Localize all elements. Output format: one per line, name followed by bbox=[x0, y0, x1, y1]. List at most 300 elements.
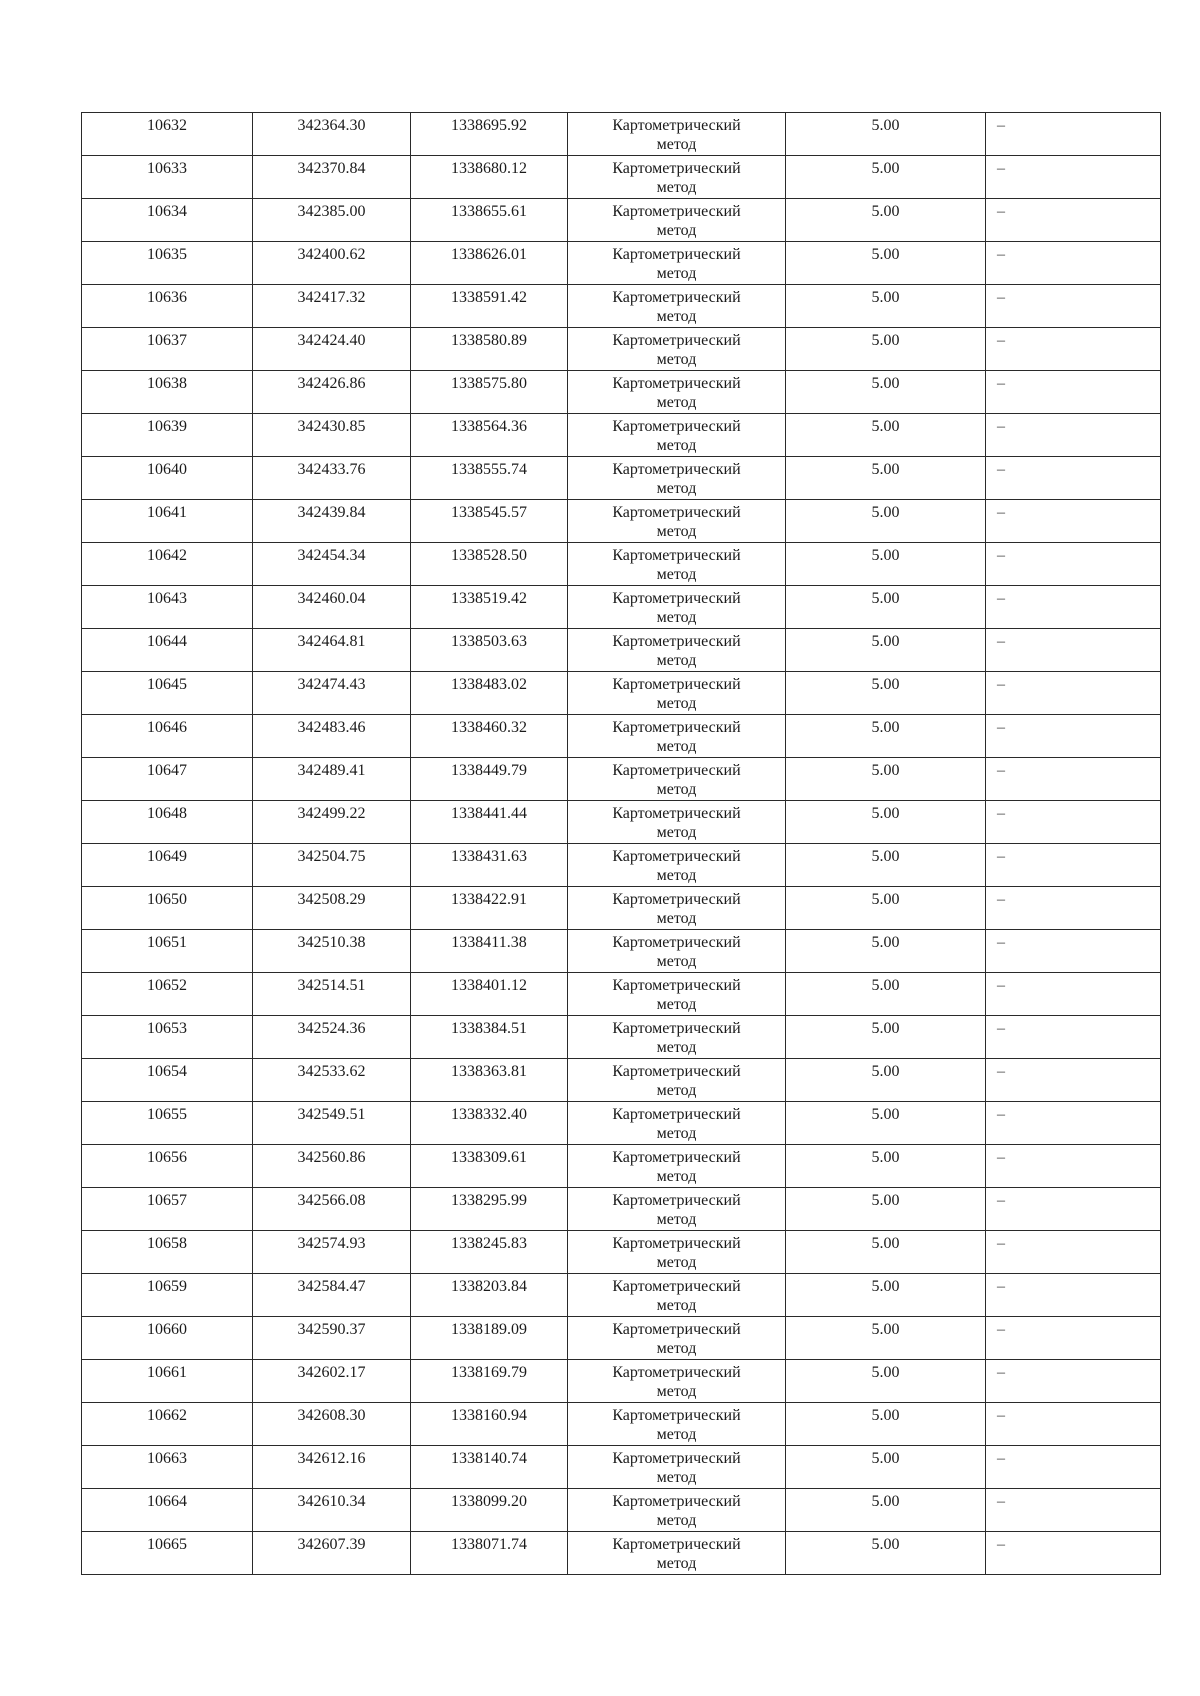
table-row bbox=[82, 199, 1161, 242]
method-text bbox=[568, 672, 785, 713]
method-cell bbox=[568, 1145, 786, 1188]
table-row bbox=[82, 328, 1161, 371]
y-coordinate-cell bbox=[411, 1059, 568, 1102]
y-coordinate-cell bbox=[411, 887, 568, 930]
y-coordinate: 1338680.12 bbox=[451, 160, 527, 177]
accuracy-cell bbox=[786, 457, 986, 500]
point-number-cell bbox=[82, 113, 253, 156]
x-coordinate-cell bbox=[253, 1446, 411, 1489]
method-cell bbox=[568, 113, 786, 156]
note-dash: – bbox=[997, 1020, 1005, 1037]
note-dash: – bbox=[997, 203, 1005, 220]
x-coordinate: 342364.30 bbox=[297, 117, 366, 134]
x-coordinate-cell bbox=[253, 1317, 411, 1360]
y-coordinate: 1338591.42 bbox=[451, 289, 527, 306]
y-coordinate: 1338160.94 bbox=[451, 1407, 527, 1424]
x-coordinate: 342430.85 bbox=[297, 418, 366, 435]
method-line-2: метод bbox=[656, 1426, 697, 1443]
y-coordinate-cell bbox=[411, 1446, 568, 1489]
x-coordinate-cell bbox=[253, 801, 411, 844]
point-number: 10649 bbox=[147, 848, 187, 865]
note-cell bbox=[986, 1188, 1161, 1231]
y-coordinate-cell bbox=[411, 672, 568, 715]
note-cell bbox=[986, 1446, 1161, 1489]
note-dash: – bbox=[997, 117, 1005, 134]
note-dash: – bbox=[997, 1536, 1005, 1553]
method-line-2: метод bbox=[656, 1082, 697, 1099]
table-row bbox=[82, 801, 1161, 844]
method-text bbox=[568, 1016, 785, 1057]
table-row bbox=[82, 113, 1161, 156]
note-dash: – bbox=[997, 1364, 1005, 1381]
x-coordinate: 342474.43 bbox=[297, 676, 366, 693]
table-row bbox=[82, 586, 1161, 629]
accuracy-value: 5.00 bbox=[871, 1192, 900, 1209]
y-coordinate-cell bbox=[411, 758, 568, 801]
table-row bbox=[82, 1188, 1161, 1231]
method-text bbox=[568, 586, 785, 627]
accuracy-value: 5.00 bbox=[871, 1278, 900, 1295]
point-number-cell bbox=[82, 1059, 253, 1102]
table-row bbox=[82, 629, 1161, 672]
method-line-1: Картометрический bbox=[612, 332, 741, 349]
point-number: 10660 bbox=[147, 1321, 187, 1338]
note-dash: – bbox=[997, 977, 1005, 994]
accuracy-cell bbox=[786, 1403, 986, 1446]
method-line-2: метод bbox=[656, 1039, 697, 1056]
method-line-1: Картометрический bbox=[612, 590, 741, 607]
point-number-cell bbox=[82, 543, 253, 586]
x-coordinate-cell bbox=[253, 758, 411, 801]
point-number-cell bbox=[82, 371, 253, 414]
accuracy-value: 5.00 bbox=[871, 1020, 900, 1037]
point-number: 10663 bbox=[147, 1450, 187, 1467]
y-coordinate: 1338422.91 bbox=[451, 891, 527, 908]
accuracy-cell bbox=[786, 414, 986, 457]
table-row bbox=[82, 1274, 1161, 1317]
point-number-cell bbox=[82, 328, 253, 371]
note-cell bbox=[986, 543, 1161, 586]
y-coordinate: 1338503.63 bbox=[451, 633, 527, 650]
x-coordinate: 342549.51 bbox=[297, 1106, 366, 1123]
method-line-1: Картометрический bbox=[612, 891, 741, 908]
accuracy-cell bbox=[786, 844, 986, 887]
x-coordinate: 342602.17 bbox=[297, 1364, 366, 1381]
method-line-1: Картометрический bbox=[612, 117, 741, 134]
y-coordinate: 1338189.09 bbox=[451, 1321, 527, 1338]
method-text bbox=[568, 1102, 785, 1143]
method-line-2: метод bbox=[656, 265, 697, 282]
x-coordinate: 342499.22 bbox=[297, 805, 366, 822]
method-line-1: Картометрический bbox=[612, 461, 741, 478]
note-dash: – bbox=[997, 891, 1005, 908]
method-line-2: метод bbox=[656, 1512, 697, 1529]
point-number-cell bbox=[82, 801, 253, 844]
point-number: 10656 bbox=[147, 1149, 187, 1166]
y-coordinate-cell bbox=[411, 414, 568, 457]
method-line-2: метод bbox=[656, 1125, 697, 1142]
x-coordinate-cell bbox=[253, 1403, 411, 1446]
accuracy-cell bbox=[786, 1231, 986, 1274]
method-line-2: метод bbox=[656, 910, 697, 927]
accuracy-value: 5.00 bbox=[871, 1149, 900, 1166]
note-dash: – bbox=[997, 461, 1005, 478]
y-coordinate-cell bbox=[411, 930, 568, 973]
x-coordinate: 342560.86 bbox=[297, 1149, 366, 1166]
y-coordinate-cell bbox=[411, 285, 568, 328]
x-coordinate-cell bbox=[253, 887, 411, 930]
accuracy-cell bbox=[786, 672, 986, 715]
method-line-1: Картометрический bbox=[612, 1149, 741, 1166]
y-coordinate: 1338564.36 bbox=[451, 418, 527, 435]
accuracy-cell bbox=[786, 801, 986, 844]
note-dash: – bbox=[997, 848, 1005, 865]
table-row bbox=[82, 1016, 1161, 1059]
table-row bbox=[82, 844, 1161, 887]
point-number: 10635 bbox=[147, 246, 187, 263]
x-coordinate-cell bbox=[253, 672, 411, 715]
note-cell bbox=[986, 1274, 1161, 1317]
method-cell bbox=[568, 1231, 786, 1274]
y-coordinate-cell bbox=[411, 844, 568, 887]
method-text bbox=[568, 801, 785, 842]
method-line-1: Картометрический bbox=[612, 1364, 741, 1381]
point-number-cell bbox=[82, 1446, 253, 1489]
accuracy-value: 5.00 bbox=[871, 633, 900, 650]
x-coordinate: 342533.62 bbox=[297, 1063, 366, 1080]
method-text bbox=[568, 887, 785, 928]
x-coordinate-cell bbox=[253, 1059, 411, 1102]
point-number-cell bbox=[82, 1489, 253, 1532]
accuracy-cell bbox=[786, 543, 986, 586]
note-cell bbox=[986, 1059, 1161, 1102]
accuracy-cell bbox=[786, 156, 986, 199]
point-number-cell bbox=[82, 1360, 253, 1403]
x-coordinate: 342417.32 bbox=[297, 289, 366, 306]
y-coordinate: 1338460.32 bbox=[451, 719, 527, 736]
accuracy-cell bbox=[786, 1145, 986, 1188]
method-cell bbox=[568, 371, 786, 414]
y-coordinate: 1338309.61 bbox=[451, 1149, 527, 1166]
x-coordinate-cell bbox=[253, 156, 411, 199]
method-line-2: метод bbox=[656, 867, 697, 884]
accuracy-value: 5.00 bbox=[871, 848, 900, 865]
x-coordinate-cell bbox=[253, 930, 411, 973]
point-number-cell bbox=[82, 457, 253, 500]
method-text bbox=[568, 113, 785, 154]
note-cell bbox=[986, 328, 1161, 371]
y-coordinate-cell bbox=[411, 156, 568, 199]
accuracy-value: 5.00 bbox=[871, 1493, 900, 1510]
y-coordinate-cell bbox=[411, 973, 568, 1016]
accuracy-value: 5.00 bbox=[871, 1536, 900, 1553]
note-dash: – bbox=[997, 805, 1005, 822]
table-row bbox=[82, 156, 1161, 199]
x-coordinate: 342504.75 bbox=[297, 848, 366, 865]
note-dash: – bbox=[997, 1450, 1005, 1467]
method-line-1: Картометрический bbox=[612, 805, 741, 822]
point-number-cell bbox=[82, 887, 253, 930]
point-number: 10642 bbox=[147, 547, 187, 564]
accuracy-cell bbox=[786, 629, 986, 672]
method-line-2: метод bbox=[656, 394, 697, 411]
method-cell bbox=[568, 1102, 786, 1145]
y-coordinate-cell bbox=[411, 1274, 568, 1317]
method-text bbox=[568, 1489, 785, 1530]
accuracy-value: 5.00 bbox=[871, 332, 900, 349]
note-dash: – bbox=[997, 246, 1005, 263]
note-dash: – bbox=[997, 1493, 1005, 1510]
y-coordinate-cell bbox=[411, 586, 568, 629]
x-coordinate: 342612.16 bbox=[297, 1450, 366, 1467]
accuracy-cell bbox=[786, 500, 986, 543]
table-row bbox=[82, 973, 1161, 1016]
method-cell bbox=[568, 586, 786, 629]
y-coordinate: 1338483.02 bbox=[451, 676, 527, 693]
note-dash: – bbox=[997, 289, 1005, 306]
method-cell bbox=[568, 457, 786, 500]
x-coordinate-cell bbox=[253, 500, 411, 543]
method-line-2: метод bbox=[656, 351, 697, 368]
method-line-2: метод bbox=[656, 1555, 697, 1572]
x-coordinate-cell bbox=[253, 242, 411, 285]
table-row bbox=[82, 500, 1161, 543]
point-number: 10634 bbox=[147, 203, 187, 220]
method-cell bbox=[568, 414, 786, 457]
point-number: 10650 bbox=[147, 891, 187, 908]
x-coordinate-cell bbox=[253, 1102, 411, 1145]
x-coordinate-cell bbox=[253, 113, 411, 156]
note-cell bbox=[986, 629, 1161, 672]
x-coordinate: 342510.38 bbox=[297, 934, 366, 951]
note-cell bbox=[986, 1489, 1161, 1532]
accuracy-cell bbox=[786, 371, 986, 414]
note-cell bbox=[986, 156, 1161, 199]
method-line-1: Картометрический bbox=[612, 633, 741, 650]
accuracy-value: 5.00 bbox=[871, 590, 900, 607]
point-number: 10652 bbox=[147, 977, 187, 994]
point-number: 10639 bbox=[147, 418, 187, 435]
y-coordinate: 1338528.50 bbox=[451, 547, 527, 564]
method-line-1: Картометрический bbox=[612, 977, 741, 994]
x-coordinate-cell bbox=[253, 414, 411, 457]
x-coordinate: 342574.93 bbox=[297, 1235, 366, 1252]
accuracy-cell bbox=[786, 1016, 986, 1059]
y-coordinate: 1338411.38 bbox=[451, 934, 527, 951]
method-text bbox=[568, 414, 785, 455]
y-coordinate: 1338555.74 bbox=[451, 461, 527, 478]
point-number-cell bbox=[82, 1532, 253, 1575]
x-coordinate-cell bbox=[253, 543, 411, 586]
point-number: 10655 bbox=[147, 1106, 187, 1123]
method-line-2: метод bbox=[656, 824, 697, 841]
point-number: 10641 bbox=[147, 504, 187, 521]
point-number: 10636 bbox=[147, 289, 187, 306]
table-row bbox=[82, 887, 1161, 930]
y-coordinate: 1338580.89 bbox=[451, 332, 527, 349]
accuracy-cell bbox=[786, 1102, 986, 1145]
note-dash: – bbox=[997, 160, 1005, 177]
method-line-1: Картометрический bbox=[612, 762, 741, 779]
method-cell bbox=[568, 844, 786, 887]
y-coordinate-cell bbox=[411, 715, 568, 758]
y-coordinate: 1338575.80 bbox=[451, 375, 527, 392]
note-cell bbox=[986, 715, 1161, 758]
y-coordinate-cell bbox=[411, 1188, 568, 1231]
accuracy-value: 5.00 bbox=[871, 1106, 900, 1123]
accuracy-value: 5.00 bbox=[871, 762, 900, 779]
note-dash: – bbox=[997, 375, 1005, 392]
accuracy-value: 5.00 bbox=[871, 1235, 900, 1252]
point-number-cell bbox=[82, 1317, 253, 1360]
point-number: 10665 bbox=[147, 1536, 187, 1553]
y-coordinate-cell bbox=[411, 543, 568, 586]
method-line-2: метод bbox=[656, 996, 697, 1013]
point-number-cell bbox=[82, 156, 253, 199]
method-line-2: метод bbox=[656, 695, 697, 712]
method-text bbox=[568, 930, 785, 971]
method-text bbox=[568, 500, 785, 541]
method-cell bbox=[568, 500, 786, 543]
method-line-2: метод bbox=[656, 1211, 697, 1228]
accuracy-value: 5.00 bbox=[871, 676, 900, 693]
point-number-cell bbox=[82, 242, 253, 285]
table-row bbox=[82, 1360, 1161, 1403]
method-text bbox=[568, 1403, 785, 1444]
accuracy-value: 5.00 bbox=[871, 375, 900, 392]
method-cell bbox=[568, 242, 786, 285]
note-cell bbox=[986, 285, 1161, 328]
table-row bbox=[82, 715, 1161, 758]
table-row bbox=[82, 1403, 1161, 1446]
point-number: 10647 bbox=[147, 762, 187, 779]
method-cell bbox=[568, 1016, 786, 1059]
y-coordinate: 1338140.74 bbox=[451, 1450, 527, 1467]
note-cell bbox=[986, 113, 1161, 156]
method-line-2: метод bbox=[656, 652, 697, 669]
method-text bbox=[568, 1446, 785, 1487]
note-dash: – bbox=[997, 1321, 1005, 1338]
y-coordinate-cell bbox=[411, 1102, 568, 1145]
method-cell bbox=[568, 887, 786, 930]
method-text bbox=[568, 156, 785, 197]
method-text bbox=[568, 1360, 785, 1401]
accuracy-cell bbox=[786, 1188, 986, 1231]
point-number: 10654 bbox=[147, 1063, 187, 1080]
table-row bbox=[82, 1231, 1161, 1274]
note-cell bbox=[986, 1145, 1161, 1188]
note-dash: – bbox=[997, 934, 1005, 951]
method-cell bbox=[568, 629, 786, 672]
x-coordinate: 342454.34 bbox=[297, 547, 366, 564]
x-coordinate: 342433.76 bbox=[297, 461, 366, 478]
x-coordinate: 342426.86 bbox=[297, 375, 366, 392]
y-coordinate: 1338245.83 bbox=[451, 1235, 527, 1252]
accuracy-value: 5.00 bbox=[871, 504, 900, 521]
point-number-cell bbox=[82, 1102, 253, 1145]
method-text bbox=[568, 1059, 785, 1100]
note-dash: – bbox=[997, 719, 1005, 736]
method-line-2: метод bbox=[656, 222, 697, 239]
method-line-1: Картометрический bbox=[612, 203, 741, 220]
method-cell bbox=[568, 973, 786, 1016]
x-coordinate-cell bbox=[253, 457, 411, 500]
point-number-cell bbox=[82, 1231, 253, 1274]
accuracy-value: 5.00 bbox=[871, 160, 900, 177]
method-text bbox=[568, 242, 785, 283]
method-line-1: Картометрический bbox=[612, 1493, 741, 1510]
accuracy-value: 5.00 bbox=[871, 418, 900, 435]
y-coordinate: 1338626.01 bbox=[451, 246, 527, 263]
method-line-2: метод bbox=[656, 1340, 697, 1357]
x-coordinate-cell bbox=[253, 1360, 411, 1403]
x-coordinate: 342607.39 bbox=[297, 1536, 366, 1553]
accuracy-cell bbox=[786, 199, 986, 242]
y-coordinate: 1338401.12 bbox=[451, 977, 527, 994]
accuracy-cell bbox=[786, 715, 986, 758]
note-cell bbox=[986, 801, 1161, 844]
method-line-2: метод bbox=[656, 609, 697, 626]
accuracy-value: 5.00 bbox=[871, 1450, 900, 1467]
accuracy-value: 5.00 bbox=[871, 1321, 900, 1338]
y-coordinate-cell bbox=[411, 500, 568, 543]
table-row bbox=[82, 543, 1161, 586]
x-coordinate: 342424.40 bbox=[297, 332, 366, 349]
note-cell bbox=[986, 1532, 1161, 1575]
table-row bbox=[82, 371, 1161, 414]
point-number-cell bbox=[82, 500, 253, 543]
method-text bbox=[568, 629, 785, 670]
y-coordinate: 1338431.63 bbox=[451, 848, 527, 865]
method-line-1: Картометрический bbox=[612, 418, 741, 435]
table-row bbox=[82, 1489, 1161, 1532]
y-coordinate-cell bbox=[411, 1016, 568, 1059]
y-coordinate: 1338295.99 bbox=[451, 1192, 527, 1209]
point-number-cell bbox=[82, 1145, 253, 1188]
point-number-cell bbox=[82, 758, 253, 801]
accuracy-cell bbox=[786, 1274, 986, 1317]
x-coordinate-cell bbox=[253, 1231, 411, 1274]
x-coordinate: 342385.00 bbox=[297, 203, 366, 220]
method-text bbox=[568, 973, 785, 1014]
note-dash: – bbox=[997, 1106, 1005, 1123]
accuracy-cell bbox=[786, 1059, 986, 1102]
method-line-1: Картометрический bbox=[612, 1407, 741, 1424]
method-line-2: метод bbox=[656, 1469, 697, 1486]
y-coordinate: 1338332.40 bbox=[451, 1106, 527, 1123]
point-number: 10645 bbox=[147, 676, 187, 693]
y-coordinate-cell bbox=[411, 1403, 568, 1446]
note-cell bbox=[986, 1317, 1161, 1360]
table-row bbox=[82, 758, 1161, 801]
x-coordinate-cell bbox=[253, 371, 411, 414]
method-line-1: Картометрический bbox=[612, 1450, 741, 1467]
method-line-2: метод bbox=[656, 1383, 697, 1400]
method-line-1: Картометрический bbox=[612, 934, 741, 951]
x-coordinate: 342566.08 bbox=[297, 1192, 366, 1209]
y-coordinate-cell bbox=[411, 328, 568, 371]
method-line-2: метод bbox=[656, 566, 697, 583]
accuracy-cell bbox=[786, 328, 986, 371]
x-coordinate: 342483.46 bbox=[297, 719, 366, 736]
x-coordinate: 342439.84 bbox=[297, 504, 366, 521]
note-cell bbox=[986, 887, 1161, 930]
table-row bbox=[82, 1532, 1161, 1575]
note-cell bbox=[986, 1231, 1161, 1274]
note-cell bbox=[986, 586, 1161, 629]
accuracy-value: 5.00 bbox=[871, 719, 900, 736]
x-coordinate: 342464.81 bbox=[297, 633, 366, 650]
